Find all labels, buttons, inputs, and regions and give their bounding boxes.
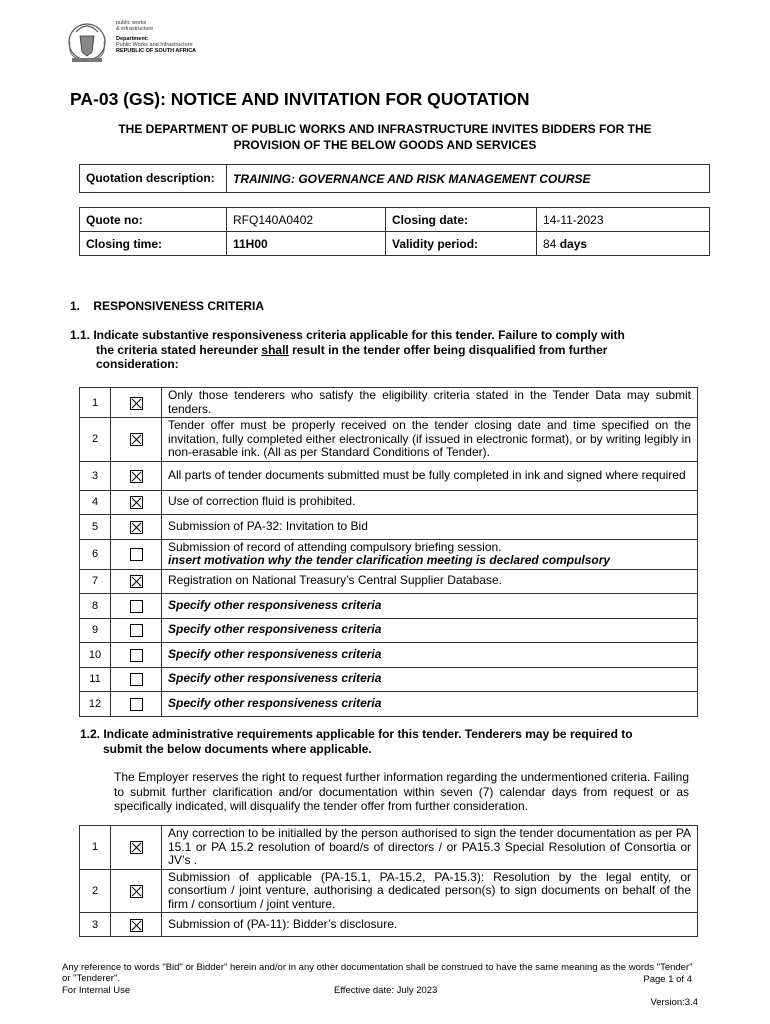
closing-date-value: 14-11-2023 xyxy=(537,208,710,232)
row-number: 3 xyxy=(80,461,111,490)
checked-checkbox-icon[interactable] xyxy=(130,433,143,446)
row-number: 7 xyxy=(80,569,111,593)
checkbox-cell xyxy=(111,569,162,593)
criterion-description xyxy=(162,418,698,462)
unchecked-checkbox-icon[interactable] xyxy=(130,698,143,711)
row-number: 10 xyxy=(80,642,111,667)
criteria-row xyxy=(80,667,698,691)
criterion-text: Registration on National Treasury’s Central Supplier Database. xyxy=(168,573,502,588)
criterion-description xyxy=(162,593,698,618)
criterion-description xyxy=(162,667,698,691)
logo-line: & infrastructure xyxy=(116,26,154,33)
checkbox-cell xyxy=(111,691,162,716)
quote-details-table xyxy=(79,207,710,256)
section-1-1-line: 1.1. Indicate substantive responsiveness criteria applicable for this tender. Failure to comply with xyxy=(70,328,625,342)
quotation-description-label: Quotation description: xyxy=(80,165,227,193)
criterion-placeholder: Specify other responsiveness criteria xyxy=(168,597,382,612)
criterion-text: Use of correction fluid is prohibited. xyxy=(168,494,356,509)
validity-period-value xyxy=(537,232,710,256)
unchecked-checkbox-icon[interactable] xyxy=(130,548,143,561)
criterion-placeholder: Specify other responsiveness criteria xyxy=(168,622,382,637)
criteria-row xyxy=(80,461,698,490)
checkbox-cell xyxy=(111,539,162,569)
checkbox-cell xyxy=(111,593,162,618)
criteria-row xyxy=(80,569,698,593)
criterion-description xyxy=(162,461,698,490)
criteria-row xyxy=(80,388,698,418)
criterion-motivation: insert motivation why the tender clarification meeting is declared compulsory xyxy=(168,553,611,567)
criterion-text: Submission of PA-32: Invitation to Bid xyxy=(168,518,368,533)
criterion-text: Submission of (PA-11): Bidder’s disclosure. xyxy=(168,916,398,931)
quotation-description-value: TRAINING: GOVERNANCE AND RISK MANAGEMENT COURSE xyxy=(227,165,710,193)
criterion-description xyxy=(162,869,698,913)
section-1-1-line xyxy=(70,343,710,358)
section-1-heading: 1. RESPONSIVENESS CRITERIA xyxy=(70,299,265,313)
criterion-description xyxy=(162,691,698,716)
footer-note: Any reference to words "Bid" or Bidder" herein and/or in any other documentation shall be construed to have the same meaning as the words "Tender" or "Tenderer". xyxy=(62,962,693,984)
admin-row xyxy=(80,869,698,913)
criteria-row xyxy=(80,618,698,642)
section-1-2-line: submit the below documents where applicable. xyxy=(103,742,372,756)
criterion-text: Any correction to be initialled by the person authorised to sign the tender documentation as per PA 15.1 or PA 15.2 resolution of board/s of directors / or PA15.3 Special Resolution of Consortia or JV’s . xyxy=(168,826,691,867)
logo-line: public works xyxy=(116,20,147,26)
criteria-row xyxy=(80,691,698,716)
row-number: 2 xyxy=(80,418,111,462)
row-number: 1 xyxy=(80,826,111,870)
department-logo xyxy=(62,18,212,66)
criterion-description xyxy=(162,618,698,642)
section-1-2-heading xyxy=(80,727,700,757)
criterion-text: Only those tenderers who satisfy the eligibility criteria stated in the Tender Data may submit tenders. xyxy=(168,388,691,416)
row-number: 1 xyxy=(80,388,111,418)
validity-unit: days xyxy=(559,236,588,251)
criterion-text: Tender offer must be properly received on the tender closing date and time specified on the invitation, fully completed either electronically (if issued in electronic format), or by writing legibly in non-erasable ink. (All as per Standard Conditions of Tender). xyxy=(168,418,691,459)
criterion-description xyxy=(162,514,698,539)
criterion-description xyxy=(162,490,698,514)
row-number: 5 xyxy=(80,514,111,539)
closing-time-value: 11H00 xyxy=(227,232,386,256)
row-number: 11 xyxy=(80,667,111,691)
checkbox-cell xyxy=(111,869,162,913)
criterion-description xyxy=(162,826,698,870)
footer-row xyxy=(62,974,698,997)
criteria-row xyxy=(80,418,698,462)
criteria-row xyxy=(80,490,698,514)
criteria-row xyxy=(80,514,698,539)
unchecked-checkbox-icon[interactable] xyxy=(130,600,143,613)
criterion-placeholder: Specify other responsiveness criteria xyxy=(168,671,382,686)
checkbox-cell xyxy=(111,642,162,667)
criterion-description xyxy=(162,569,698,593)
unchecked-checkbox-icon[interactable] xyxy=(130,673,143,686)
responsiveness-criteria-table xyxy=(79,387,698,717)
checkbox-cell xyxy=(111,913,162,937)
criteria-row xyxy=(80,642,698,667)
footer-internal-use: For Internal Use xyxy=(62,985,131,996)
footer-effective-date: Effective date: July 2023 xyxy=(334,985,438,996)
section-1-1-line: consideration: xyxy=(96,357,179,371)
criterion-text: Submission of record of attending compulsory briefing session. xyxy=(168,539,502,554)
row-number: 6 xyxy=(80,539,111,569)
logo-line: Public Works and Infrastructure xyxy=(116,41,193,48)
validity-number: 84 xyxy=(543,236,557,251)
footer-page-number: Page 1 of 4 xyxy=(643,974,692,985)
closing-date-label: Closing date: xyxy=(386,208,537,232)
row-number: 9 xyxy=(80,618,111,642)
criterion-description xyxy=(162,539,698,569)
checked-checkbox-icon[interactable] xyxy=(130,470,143,483)
quote-no-label: Quote no: xyxy=(80,208,227,232)
checkbox-cell xyxy=(111,514,162,539)
checked-checkbox-icon[interactable] xyxy=(130,496,143,509)
criteria-row xyxy=(80,593,698,618)
row-number: 12 xyxy=(80,691,111,716)
unchecked-checkbox-icon[interactable] xyxy=(130,624,143,637)
text-part: the criteria stated hereunder xyxy=(96,342,262,357)
checked-checkbox-icon[interactable] xyxy=(130,885,143,898)
section-1-1-heading xyxy=(70,328,710,372)
checkbox-cell xyxy=(111,490,162,514)
closing-time-label: Closing time: xyxy=(80,232,227,256)
intro-line: PROVISION OF THE BELOW GOODS AND SERVICES xyxy=(233,137,537,152)
checked-checkbox-icon[interactable] xyxy=(130,521,143,534)
administrative-requirements-table xyxy=(79,825,698,937)
criterion-placeholder: Specify other responsiveness criteria xyxy=(168,695,382,710)
checkbox-cell xyxy=(111,388,162,418)
criterion-placeholder: Specify other responsiveness criteria xyxy=(168,646,382,661)
logo-text xyxy=(116,20,196,54)
shall-emphasis: shall xyxy=(261,342,289,357)
logo-line: REPUBLIC OF SOUTH AFRICA xyxy=(116,48,197,55)
checkbox-cell xyxy=(111,418,162,462)
row-number: 8 xyxy=(80,593,111,618)
criterion-description xyxy=(162,642,698,667)
checkbox-cell xyxy=(111,461,162,490)
checked-checkbox-icon[interactable] xyxy=(130,841,143,854)
criterion-description xyxy=(162,913,698,937)
text-part: result in the tender offer being disqualified from further xyxy=(288,342,608,357)
employer-reservation-text: The Employer reserves the right to request further information regarding the undermentioned criteria. Failing to submit further clarification and/or documentation within seven (7) calendar days from request or as specifically indicated, will disqualify the tender offer from further consideration. xyxy=(114,770,689,813)
checkbox-cell xyxy=(111,618,162,642)
checkbox-cell xyxy=(111,667,162,691)
row-number: 2 xyxy=(80,869,111,913)
row-number: 3 xyxy=(80,913,111,937)
row-number: 4 xyxy=(80,490,111,514)
unchecked-checkbox-icon[interactable] xyxy=(130,649,143,662)
coat-of-arms-icon xyxy=(62,18,112,66)
criteria-row xyxy=(80,539,698,569)
admin-row xyxy=(80,826,698,870)
quote-no-value: RFQ140A0402 xyxy=(227,208,386,232)
footer-version: Version:3.4 xyxy=(650,997,698,1008)
intro-text xyxy=(60,122,710,153)
criterion-text: All parts of tender documents submitted must be fully completed in ink and signed where required xyxy=(168,467,686,482)
section-1-2-line: 1.2. Indicate administrative requirements applicable for this tender. Tenderers may be required to xyxy=(80,727,633,741)
criterion-text: Submission of applicable (PA-15.1, PA-15.2, PA-15.3): Resolution by the legal entity, or consortium / joint venture, authorising a dedicated person(s) to sign documents on behalf of the firm / consortium / joint venture. xyxy=(168,869,691,911)
admin-row xyxy=(80,913,698,937)
checkbox-cell xyxy=(111,826,162,870)
checked-checkbox-icon[interactable] xyxy=(130,919,143,932)
logo-line: Department: xyxy=(116,35,149,42)
document-title: PA-03 (GS): NOTICE AND INVITATION FOR QUOTATION xyxy=(70,89,530,109)
validity-period-label: Validity period: xyxy=(386,232,537,256)
criterion-description xyxy=(162,388,698,418)
checked-checkbox-icon[interactable] xyxy=(130,575,143,588)
intro-line: THE DEPARTMENT OF PUBLIC WORKS AND INFRASTRUCTURE INVITES BIDDERS FOR THE xyxy=(118,122,652,136)
quotation-description-table xyxy=(79,164,710,193)
checked-checkbox-icon[interactable] xyxy=(130,397,143,410)
